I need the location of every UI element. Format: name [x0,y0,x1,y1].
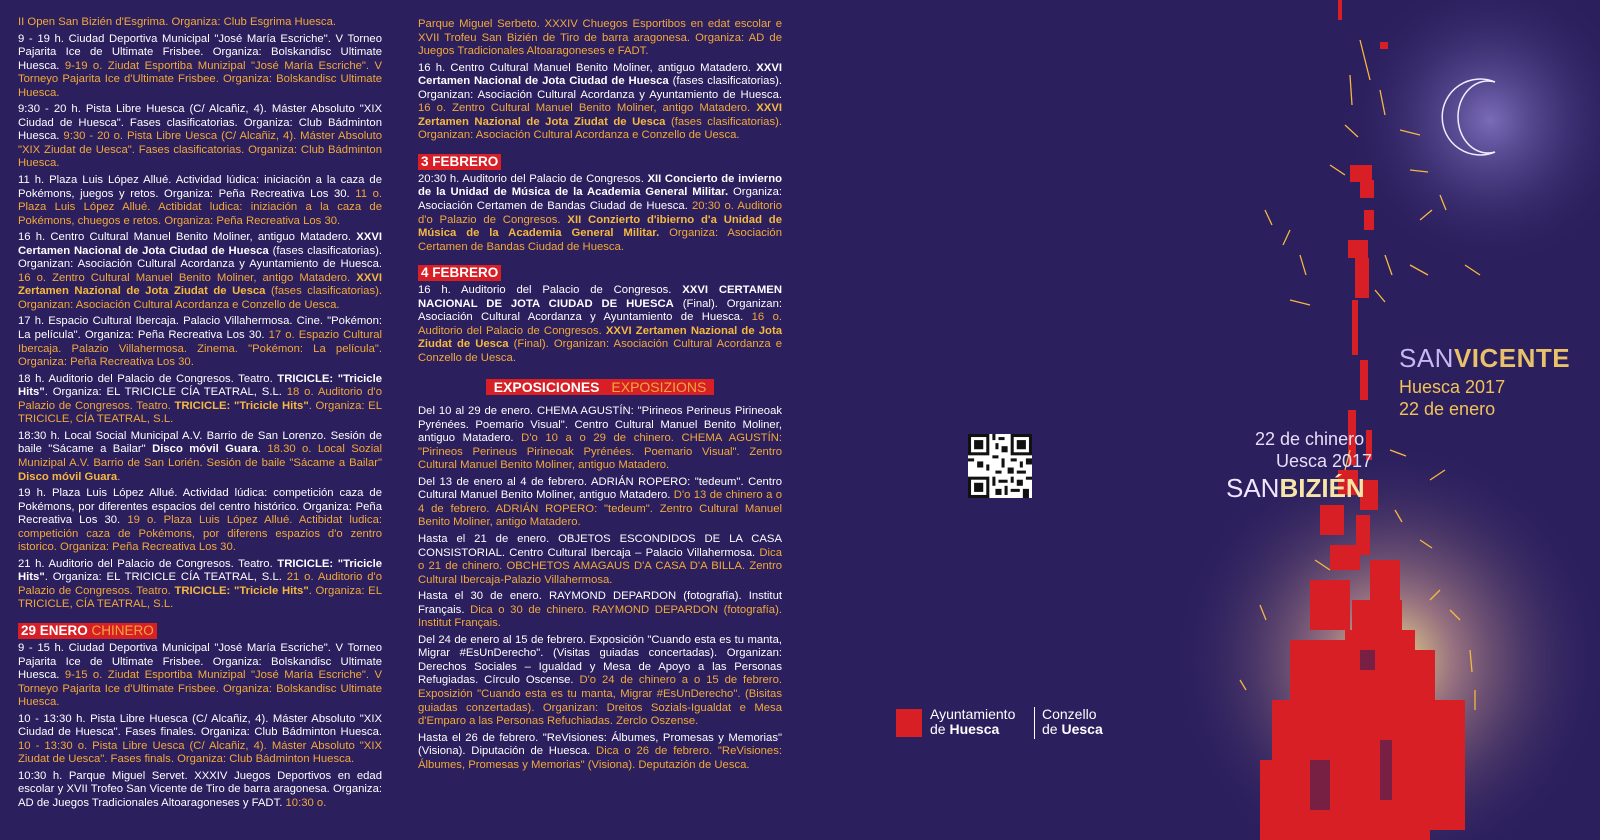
exhibitions-heading [418,379,782,397]
logo-text-aragonese [1042,707,1132,737]
event-title: Disco móvil Guara [152,443,258,456]
exhibition-text: Del 13 de enero al 4 de febrero. ADRIÁN ROPERO: "tedeum". Centro Cultural Manuel Benito Moliner, antiguo Matadero. [418,475,782,502]
date-heading-text: 29 ENERO [21,622,88,638]
event-text: 9 - 15 h. Ciudad Deportiva Municipal "José María Escriche". V Torneo Pajarita Ice de Ultimate Frisbee. Organiza: Bolskandisc Ultimate Huesca. [18,641,382,682]
title-san: SAN [1399,343,1454,373]
event-text-aragonese: 16 o. Auditorio del Palacio de Congresos. [418,311,783,337]
event-text: 11 h. Plaza Luis López Allué. Actividad lúdica: iniciación a la caza de Pokémons, juegos y retos. Organiza: Peña Recreativa Los 30. [18,174,382,200]
event-text-aragonese: 9-19 o. Ziudat Esportiba Munizipal "José María Escriche". V Torneyo Pajarita Ice d'Ultimate Frisbee. Organiza: Bolskandisc Ultimate Huesca. [18,59,382,99]
event-text: 19 h. Plaza Luis López Allué. Actividad lúdica: competición caza de Pokémons, por diferentes espacios del centro histórico. Organiza: Peña Recreativa Los 30. [18,487,382,527]
exhibition-entry [418,732,782,773]
title-san-bizien [1226,474,1365,502]
exhibition-text: Del 10 al 29 de enero. CHEMA AGUSTÍN: "Pirineos Perineus Pirineoak Pyrénées. Poemario Visual". Centro Cultural Manuel Benito Moliner, antiguo Matadero. [418,405,782,445]
exhibition-text-aragonese: Dica o 26 de febrero. "ReVisiones: Álbumes, Promesas y Memorias" (Visiona). Deputazión de Uesca. [418,745,783,771]
event-text-aragonese: (fases clasificatorias). Organizan: Asociación Cultural Acordanza e Conzello de Uesca. [18,285,383,311]
cover-city-aragonese: Uesca 2017 [1276,451,1373,471]
event-title: XXVI Certamen Nacional de Jota Ciudad de Huesca [418,61,783,88]
event-text-aragonese: 11 o. Plaza Luis López Allué. Actibidat ludica: iniziación a la caza de Pokémons, chuegos e retos. Organiza: Peña Recreativa Los 30. [18,187,382,227]
event-text: 16 h. Centro Cultural Manuel Benito Moliner, antiguo Matadero. [18,231,352,244]
logo-line: de [930,721,950,737]
event-title: TRICICLE: "Tricicle Hits" [18,557,383,584]
exhibition-text-aragonese: D'o 13 de chinero a o 4 de febrero. ADRIÁN ROPERO: "tedeum". Zentro Cultural Manuel Benito Moliner, antigo Matadero. [418,489,783,529]
event-text-aragonese: Parque Miguel Serbeto. XXXIV Chuegos Esportibos en edat escolar e XVII Trofeu San Bizién de Tiro de barra aragonesa. Organiza: AD de Juegos Tradicionales Altoaragoneses e FADT. [418,18,782,58]
event-text-aragonese: 18.30 o. Local Sozial Munizipal A.V. Barrio de San Lorién. Sesión de baile "Sácame a Bailar" [18,443,383,469]
event-title-aragonese: TRICICLE: "Tricicle Hits" [174,399,309,412]
event-entry [418,62,782,143]
qr-code [968,434,1032,498]
event-entry [18,487,382,555]
qr-code-icon [968,434,1032,498]
logo-text-spanish [930,707,1040,737]
exhibition-text-aragonese: D'o 10 a o 29 de chinero. CHEMA AGUSTÍN: "Pirineos Perineus Pirineoak Pyrénées. Poemario Visual". Zentro Cultural Manuel Benito Moliner, antiguo Matadero. [418,432,783,472]
event-entry [418,173,782,254]
exhibition-text-aragonese: D'o 24 de chinero a o 15 de febrero. Exposizión "Cuando esta es tu manta, Migrar #EsUnDerecho". (Bisitas guiadas conzertadas). Organizan: Dreitos Sozials-Igualdat e Mesa d'Emparo a las Personas Refuchiadas. Zerclo Oszense. [418,674,782,728]
event-text: Organiza: Asociación Certamen de Bandas Ciudad de Huesca. [418,186,782,213]
event-title: XXVI CERTAMEN NACIONAL DE JOTA CIUDAD DE HUESCA [418,284,783,310]
event-title-aragonese: Disco móvil Guara [18,470,118,483]
cover-date-aragonese: 22 de chinero [1255,429,1365,449]
event-text-aragonese: II Open San Bizién d'Esgrima. Organiza: Club Esgrima Huesca. [18,16,336,28]
cover-illustration [1170,0,1600,840]
exhibitions-heading-text: EXPOSICIONES [490,379,604,395]
coat-of-arms-icon [896,709,922,737]
title-san-aragonese: SAN [1226,473,1280,503]
event-entry [18,373,382,427]
event-text-aragonese: Organiza: Asociación Certamen de Bandas Ciudad de Huesca. [418,227,783,253]
program-column-2 [418,18,782,775]
event-entry [18,16,382,30]
event-entry [18,558,382,612]
exhibition-entry [418,405,782,473]
date-heading-text: 4 FEBRERO [421,265,499,281]
event-text-aragonese: . Organiza: EL TRICICLE, CÍA TEATRAL, S.L. [18,399,382,426]
event-entry [18,174,382,228]
event-entry [418,284,782,365]
date-heading-text: 3 FEBRERO [421,153,499,169]
event-text: 9:30 - 20 h. Pista Libre Huesca (C/ Alcañiz, 4). Máster Absoluto "XIX Ciudad de Huesca". Fases clasificatorias. Organiza: Club Bádminton Huesca. [18,103,382,143]
logo-line: Ayuntamiento [930,706,1016,722]
exhibition-entry [418,590,782,631]
event-entry [18,33,382,101]
event-text-aragonese: (Final). Organizan: Asociación Cultural Acordanza e Conzello de Uesca. [418,338,782,364]
event-text-aragonese: . Organiza: EL TRICICLE, CÍA TEATRAL, S.L. [18,584,382,611]
exhibitions-heading-text-aragonese: EXPOSIZIONS [607,379,710,395]
event-title: XII Concierto de invierno de la Unidad de Música de la Academia General Militar. [418,172,783,199]
event-text-aragonese: 10:30 o. [285,796,327,809]
date-heading-text-aragonese: CHINERO [91,622,154,638]
event-entry [418,18,782,59]
event-text-aragonese: 16 o. Zentro Cultural Manuel Benito Moliner, antigo Matadero. [18,271,351,284]
exhibition-entry [418,476,782,530]
event-text: (fases clasificatorias). Organizan: Asociación Cultural Acordanza y Ayuntamiento de Huesca. [18,244,383,271]
event-text-aragonese: 10 - 13:30 o. Pista Libre Uesca (C/ Alcañiz, 4). Máster Absoluto "XIX Ziudat de Uesca". Fases finals. Organiza: Club Bádminton Huesca. [18,739,382,766]
event-text: (Final). Organizan: Asociación Cultural Acordanza y Ayuntamiento de Huesca. [418,297,783,324]
exhibition-entry [418,533,782,587]
event-text: 9 - 19 h. Ciudad Deportiva Municipal "José María Escriche". V Torneo Pajarita Ice de Ultimate Frisbee. Organiza: Bolskandisc Ultimate Huesca. [18,32,382,72]
program-column-1 [18,16,382,814]
event-text-aragonese: 19 o. Plaza Luis López Allué. Actibidat ludica: competición caza de Pokémons, por diferens espazios d'o zentro istorico. Organiza: Peña Recreativa Los 30. [18,514,382,554]
event-text-aragonese: 9-15 o. Ziudat Esportiba Munizipal "José María Escriche". V Torneyo Pajarita Ice d'Ultimate Frisbee. Organiza: Bolskandisc Ultimate Huesca. [18,669,382,709]
date-heading-29-enero [18,623,157,639]
exhibition-text-aragonese: Dica o 21 de chinero. OBCHETOS AMAGAUS D'A CASA D'A BILLA. Zentro Cultural Ibercaja-Palazio Villahermosa. [418,546,782,586]
logo-divider [1034,707,1035,739]
event-title-aragonese: TRICICLE: "Tricicle Hits" [174,584,309,597]
event-text: 10:30 h. Parque Miguel Servet. XXXIV Juegos Deportivos en edad escolar y XVII Trofeo San Vicente de Tiro de barra aragonesa. Organiza: AD de Juegos Tradicionales Altoaragoneses y FADT. [18,769,382,809]
logo-line: Conzello [1042,706,1097,722]
event-text: 20:30 h. Auditorio del Palacio de Congresos. [418,172,644,185]
event-text: (fases clasificatorias). Organizan: Asociación Cultural Acordanza y Ayuntamiento de Huesca. [418,75,783,101]
cover-date-spanish: 22 de enero [1399,399,1496,419]
event-text: 18:30 h. Local Social Municipal A.V. Barrio de San Lorenzo. Sesión de baile "Sácame a Bailar" [18,429,382,456]
event-text: . Organiza: EL TRICICLE CÍA TEATRAL, S.L. [44,386,282,399]
event-entry [18,315,382,369]
event-text-aragonese: . [117,470,121,483]
event-text: 17 h. Espacio Cultural Ibercaja. Palacio Villahermosa. Cine. "Pokémon: La película". Organiza: Peña Recreativa Los 30. [18,315,382,342]
event-text: . Organiza: EL TRICICLE CÍA TEATRAL, S.L. [44,571,282,584]
event-title-aragonese: XXVI Zertamen Nazional de Jota Ziudat de Uesca [418,324,783,351]
event-text: 21 h. Auditorio del Palacio de Congresos. Teatro. [18,557,273,570]
date-heading-3-febrero [418,154,501,170]
logo-line: Uesca [1061,721,1103,737]
event-entry [18,713,382,767]
event-title-aragonese: XXVI Zertamen Nazional de Jota Ziudat de Uesca [418,102,782,128]
event-text-aragonese: 20:30 o. Auditorio d'o Palazio de Congresos. [418,200,782,226]
exhibition-text: Hasta el 26 de febrero. "ReVisiones: Álbumes, Promesas y Memorias" (Visiona). Diputación de Huesca. [418,731,782,758]
exhibition-text: Hasta el 30 de enero. RAYMOND DEPARDON (fotografía). Institut Français. [418,590,782,616]
title-vicente: VICENTE [1453,343,1571,373]
logo-line: Huesca [949,721,1000,737]
exhibition-text-aragonese: Dica o 30 de chinero. RAYMOND DEPARDON (fotografía). Institut Français. [418,603,782,630]
event-entry [18,642,382,710]
cover-artwork [1170,0,1600,840]
event-text-aragonese: 17 o. Espazio Cultural Ibercaja. Palazio Villahermosa. Zinema. "Pokémon: La película". Organiza: Peña Recreativa Los 30. [18,329,382,369]
event-title-aragonese: XII Conzierto d'ibierno d'a Unidad de Música de la Academia General Militar. [418,213,782,240]
event-title: XXVI Certamen Nacional de Jota Ciudad de Huesca [18,231,383,257]
event-text: 18 h. Auditorio del Palacio de Congresos. Teatro. [18,372,273,385]
event-entry [18,430,382,484]
title-bizien: BIZIÉN [1279,473,1365,503]
event-text: 16 h. Auditorio del Palacio de Congresos. [418,284,672,297]
event-title: TRICICLE: "Tricicle Hits" [18,372,383,399]
event-text-aragonese: 9:30 - 20 o. Pista Libre Uesca (C/ Alcañiz, 4). Máster Absoluto "XIX Ziudat de Uesca". Fases clasificatorias. Organiza: Club Bádminton Huesca. [18,130,383,170]
event-entry [18,770,382,811]
event-text-aragonese: 18 o. Auditorio d'o Palazio de Congresos. Teatro. [18,386,382,412]
event-text-aragonese: 16 o. Zentro Cultural Manuel Benito Moliner, antigo Matadero. [418,102,751,115]
event-text: . [257,443,261,456]
event-text: 16 h. Centro Cultural Manuel Benito Moliner, antiguo Matadero. [418,61,752,74]
exhibition-text: Hasta el 21 de enero. OBJETOS ESCONDIDOS DE LA CASA CONSISTORIAL. Centro Cultural Ibercaja – Palacio Villahermosa. [418,532,782,559]
event-entry [18,103,382,171]
event-text: 10 - 13:30 h. Pista Libre Huesca (C/ Alcañiz, 4). Máster Absoluto "XIX Ciudad de Huesca". Fases finales. Organiza: Club Bádminton Huesca. [18,712,382,739]
event-title-aragonese: XXVI Zertamen Nazional de Jota Ziudat de Uesca [18,271,382,298]
exhibition-entry [418,634,782,729]
date-heading-4-febrero [418,265,501,281]
exhibition-text: Del 24 de enero al 15 de febrero. Exposición "Cuando esta es tu manta, Migrar #EsUnDerecho". (Visitas guiadas concertadas). Organizan: Derechos Sociales – Igualdad y Mesa de Apoyo a las Personas Refugiadas. Círculo Oscense. [418,633,782,687]
event-text-aragonese: 21 o. Auditorio d'o Palazio de Congresos. Teatro. [18,571,382,597]
cover-city-spanish: Huesca 2017 [1399,377,1506,397]
logo-line: de [1042,721,1062,737]
title-san-vicente [1399,344,1570,372]
event-entry [18,231,382,312]
event-text-aragonese: (fases clasificatorias). Organizan: Asociación Cultural Acordanza e Conzello de Uesca. [418,115,783,142]
